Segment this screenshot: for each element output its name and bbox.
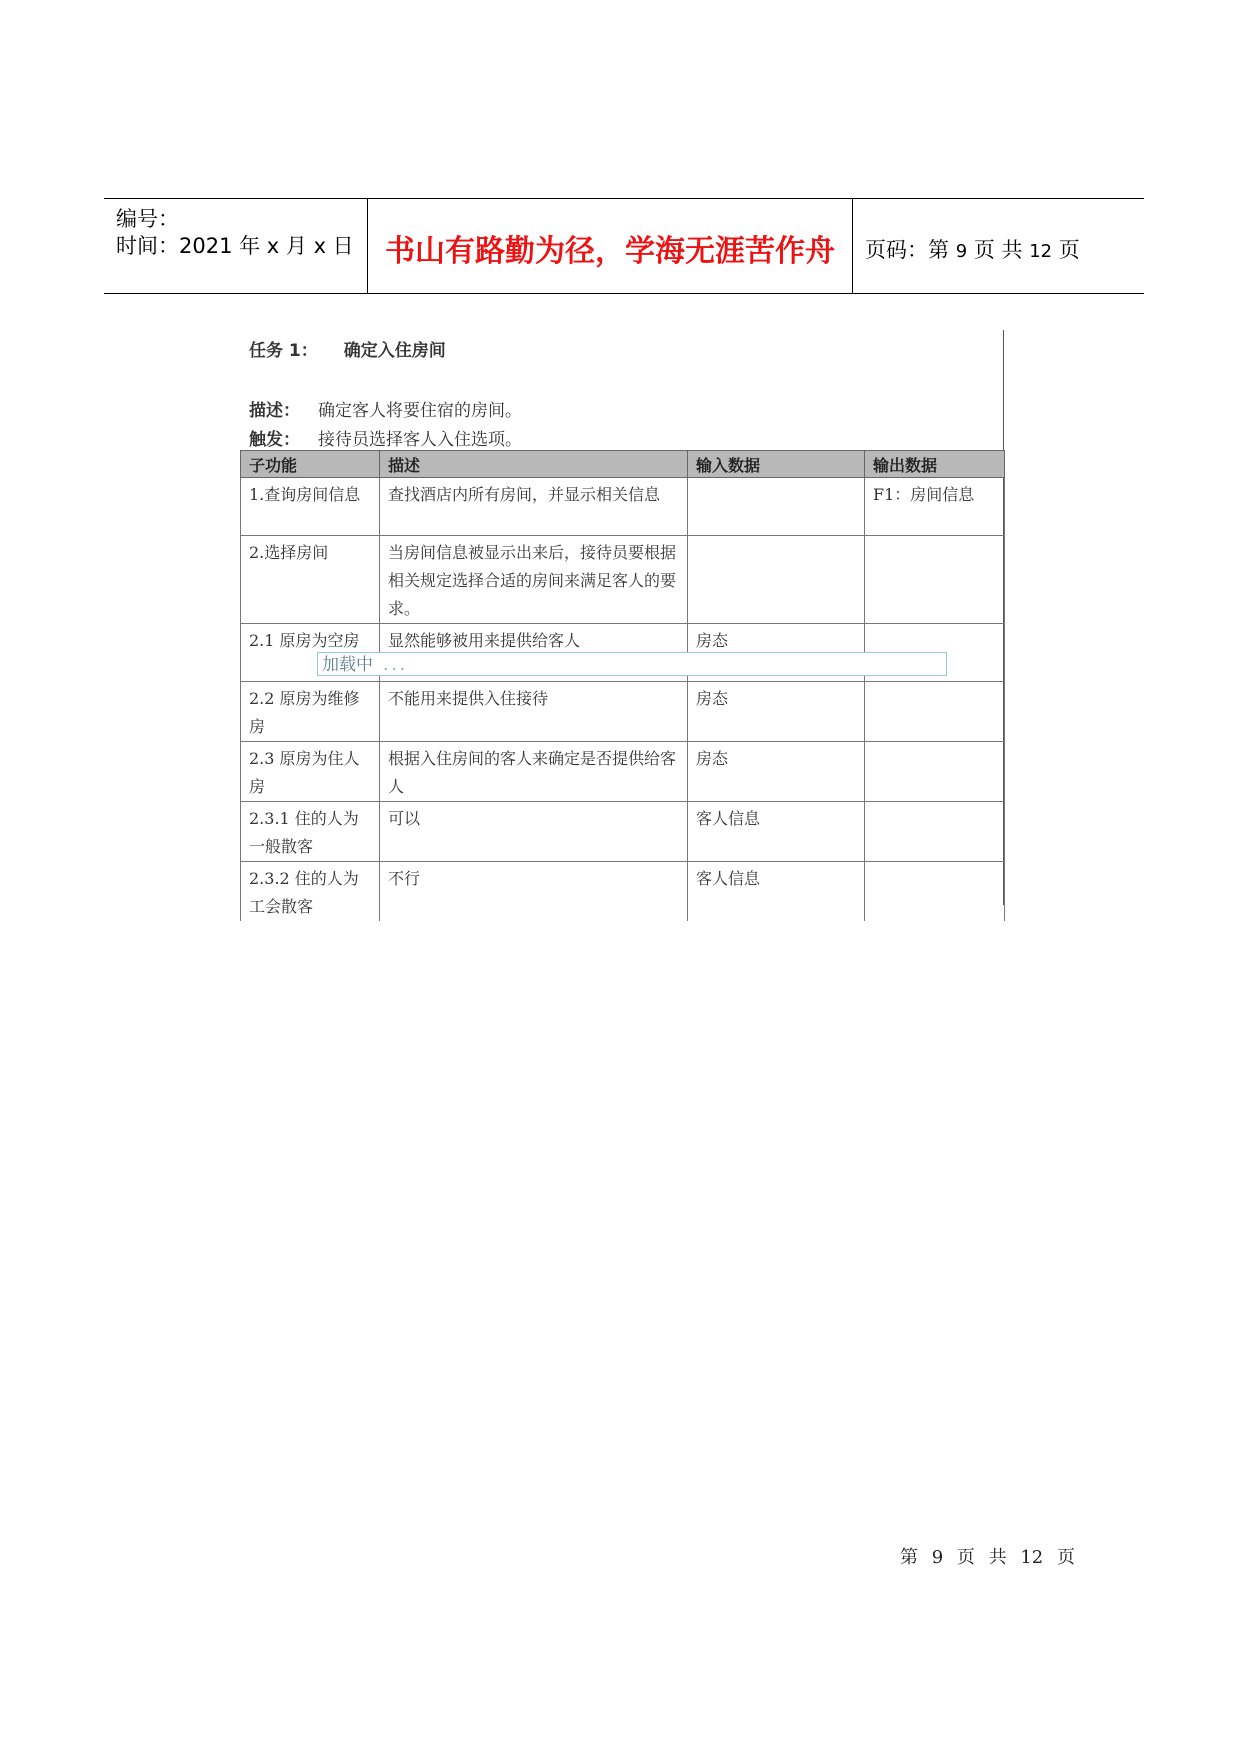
table-row [241, 742, 1005, 802]
loading-dots: ... [383, 655, 409, 675]
table-row [241, 802, 1005, 862]
cell-description: 当房间信息被显示出来后，接待员要根据相关规定选择合适的房间来满足客人的要求。 [380, 536, 688, 624]
header-page-info [865, 234, 1080, 264]
cell-output [865, 742, 1005, 802]
table-row [241, 536, 1005, 624]
loading-text: 加载中 [322, 655, 373, 675]
description-label: 描述： [249, 401, 300, 421]
cell-output [865, 862, 1005, 922]
cell-input: 客人信息 [688, 802, 865, 862]
function-table [240, 450, 1005, 921]
header-subfunction: 子功能 [241, 451, 380, 478]
page-label: 页码：第 [865, 238, 949, 262]
task-label: 任务 1： [249, 341, 318, 361]
cell-output: F1：房间信息 [865, 478, 1005, 536]
cell-input: 客人信息 [688, 862, 865, 922]
header-output-data: 输出数据 [865, 451, 1005, 478]
cell-description: 可以 [380, 802, 688, 862]
task-trigger [249, 425, 522, 450]
cell-output [865, 802, 1005, 862]
table-row [241, 682, 1005, 742]
trigger-label: 触发： [249, 430, 300, 450]
table-row [241, 862, 1005, 922]
header-right-cell [853, 199, 1144, 293]
table-header-row [241, 451, 1005, 478]
cell-output [865, 536, 1005, 624]
cell-description: 不能用来提供入住接待 [380, 682, 688, 742]
page-current: 9 [955, 241, 968, 262]
task-description [249, 396, 522, 421]
cell-subfunction: 1.查询房间信息 [241, 478, 380, 536]
cell-description: 查找酒店内所有房间，并显示相关信息 [380, 478, 688, 536]
cell-input [688, 478, 865, 536]
description-text: 确定客人将要住宿的房间。 [318, 401, 522, 421]
cell-input: 房态 [688, 682, 865, 742]
page-footer: 第 9 页 共 12 页 [900, 1547, 1075, 1568]
header-left-cell [104, 199, 368, 293]
cell-input [688, 536, 865, 624]
task-title: 确定入住房间 [343, 341, 446, 361]
trigger-text: 接待员选择客人入住选项。 [318, 430, 522, 450]
header-middle-cell [368, 199, 853, 293]
page-mid-label: 页 共 [973, 238, 1023, 262]
cell-subfunction: 2.3.2 住的人为工会散客 [241, 862, 380, 922]
cell-subfunction: 2.2 原房为维修房 [241, 682, 380, 742]
cell-description: 不行 [380, 862, 688, 922]
cell-description: 显然能够被用来提供给客人 [380, 624, 688, 682]
cell-output [865, 682, 1005, 742]
cell-subfunction: 2.3.1 住的人为一般散客 [241, 802, 380, 862]
cell-input: 房态 [688, 742, 865, 802]
number-label: 编号： [116, 207, 179, 231]
page-total: 12 [1029, 241, 1053, 262]
header-description: 描述 [380, 451, 688, 478]
cell-subfunction: 2.3 原房为住人房 [241, 742, 380, 802]
page-end-label: 页 [1058, 238, 1080, 262]
cell-subfunction: 2.选择房间 [241, 536, 380, 624]
page-header [104, 198, 1144, 294]
cell-description: 根据入住房间的客人来确定是否提供给客人 [380, 742, 688, 802]
task-heading [249, 336, 446, 361]
cell-input: 房态 [688, 624, 865, 682]
loading-indicator [317, 652, 947, 676]
date-label: 时间：2021 年 x 月 x 日 [116, 234, 354, 258]
motto-text: 书山有路勤为径，学海无涯苦作舟 [385, 234, 835, 269]
embedded-document-image [240, 330, 1005, 916]
cell-subfunction: 2.1 原房为空房 [241, 624, 380, 682]
header-input-data: 输入数据 [688, 451, 865, 478]
table-row [241, 478, 1005, 536]
